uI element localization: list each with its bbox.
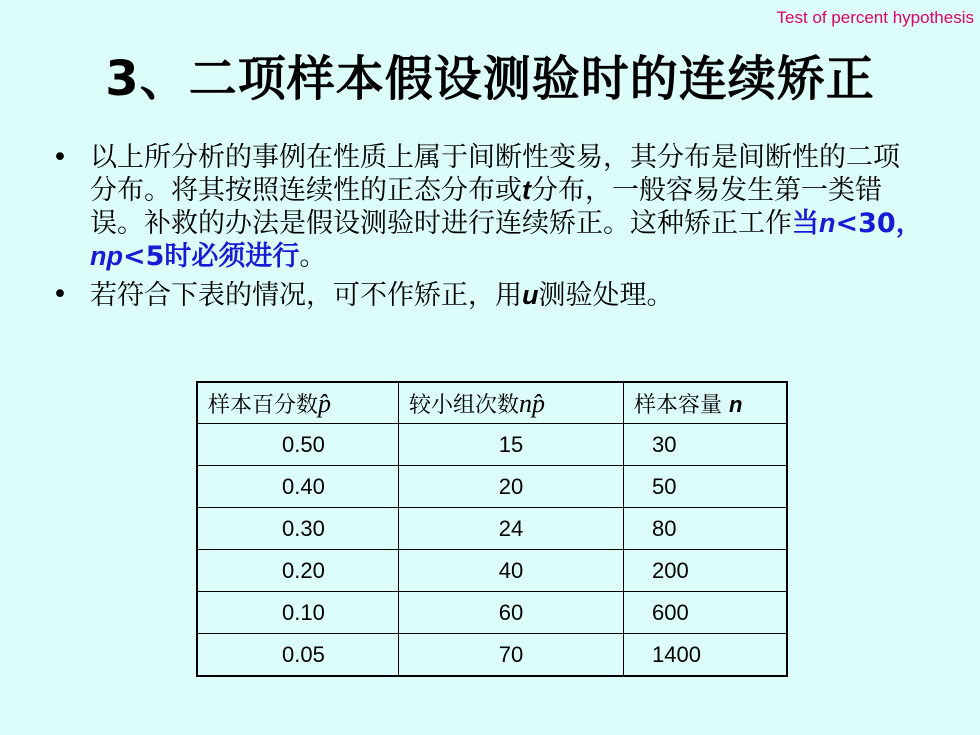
cell-percent: 0.40 [197,466,399,508]
cell-size: 1400 [624,634,788,677]
cell-percent: 0.30 [197,508,399,550]
bullet2-text-a: 若符合下表的情况，可不作矫正，用 [90,280,522,311]
table-row [197,466,787,508]
cell-size: 600 [624,592,788,634]
cell-size: 30 [624,424,788,466]
cell-count: 24 [399,508,624,550]
header-smaller-group-count: 较小组次数np̂ [399,382,624,424]
header-sample-percent: 样本百分数p̂ [197,382,399,424]
cell-percent: 0.20 [197,550,399,592]
cell-size: 50 [624,466,788,508]
table-row [197,550,787,592]
table-header-row [197,382,787,424]
cell-count: 20 [399,466,624,508]
cell-size: 80 [624,508,788,550]
criteria-table [196,381,788,677]
cell-size: 200 [624,550,788,592]
header-sample-size: 样本容量 n [624,382,788,424]
cell-percent: 0.50 [197,424,399,466]
table-row [197,424,787,466]
cell-count: 15 [399,424,624,466]
cell-percent: 0.10 [197,592,399,634]
bullet-list [46,142,926,318]
cell-count: 60 [399,592,624,634]
header-note: Test of percent hypothesis [776,8,974,27]
table-row [197,508,787,550]
t-symbol: t [522,175,531,205]
cell-count: 70 [399,634,624,677]
slide-title: 3、二项样本假设测验时的连续矫正 [105,51,875,107]
u-symbol: u [522,280,539,310]
cell-percent: 0.05 [197,634,399,677]
bullet1-text-a: 以上所分析的事例在性质上属于间断性变易，其分布是间断性的二项分布。将其按照连续性的正态分布或 [90,142,900,206]
bullet1-end: 。 [299,241,327,272]
table-row [197,634,787,677]
bullet-item-1 [46,142,926,273]
table-row [197,592,787,634]
bullet-item-2 [46,279,926,312]
bullet2-text-b: 测验处理。 [538,280,674,311]
cell-count: 40 [399,550,624,592]
emphasis-condition: 当n<30，np<5时必须进行 [90,208,923,272]
bullet1-text-b: 分布，一般容易发生第一类错误。补救的办法是假设测验时进行连续矫正。这种矫正工作 [90,175,882,239]
